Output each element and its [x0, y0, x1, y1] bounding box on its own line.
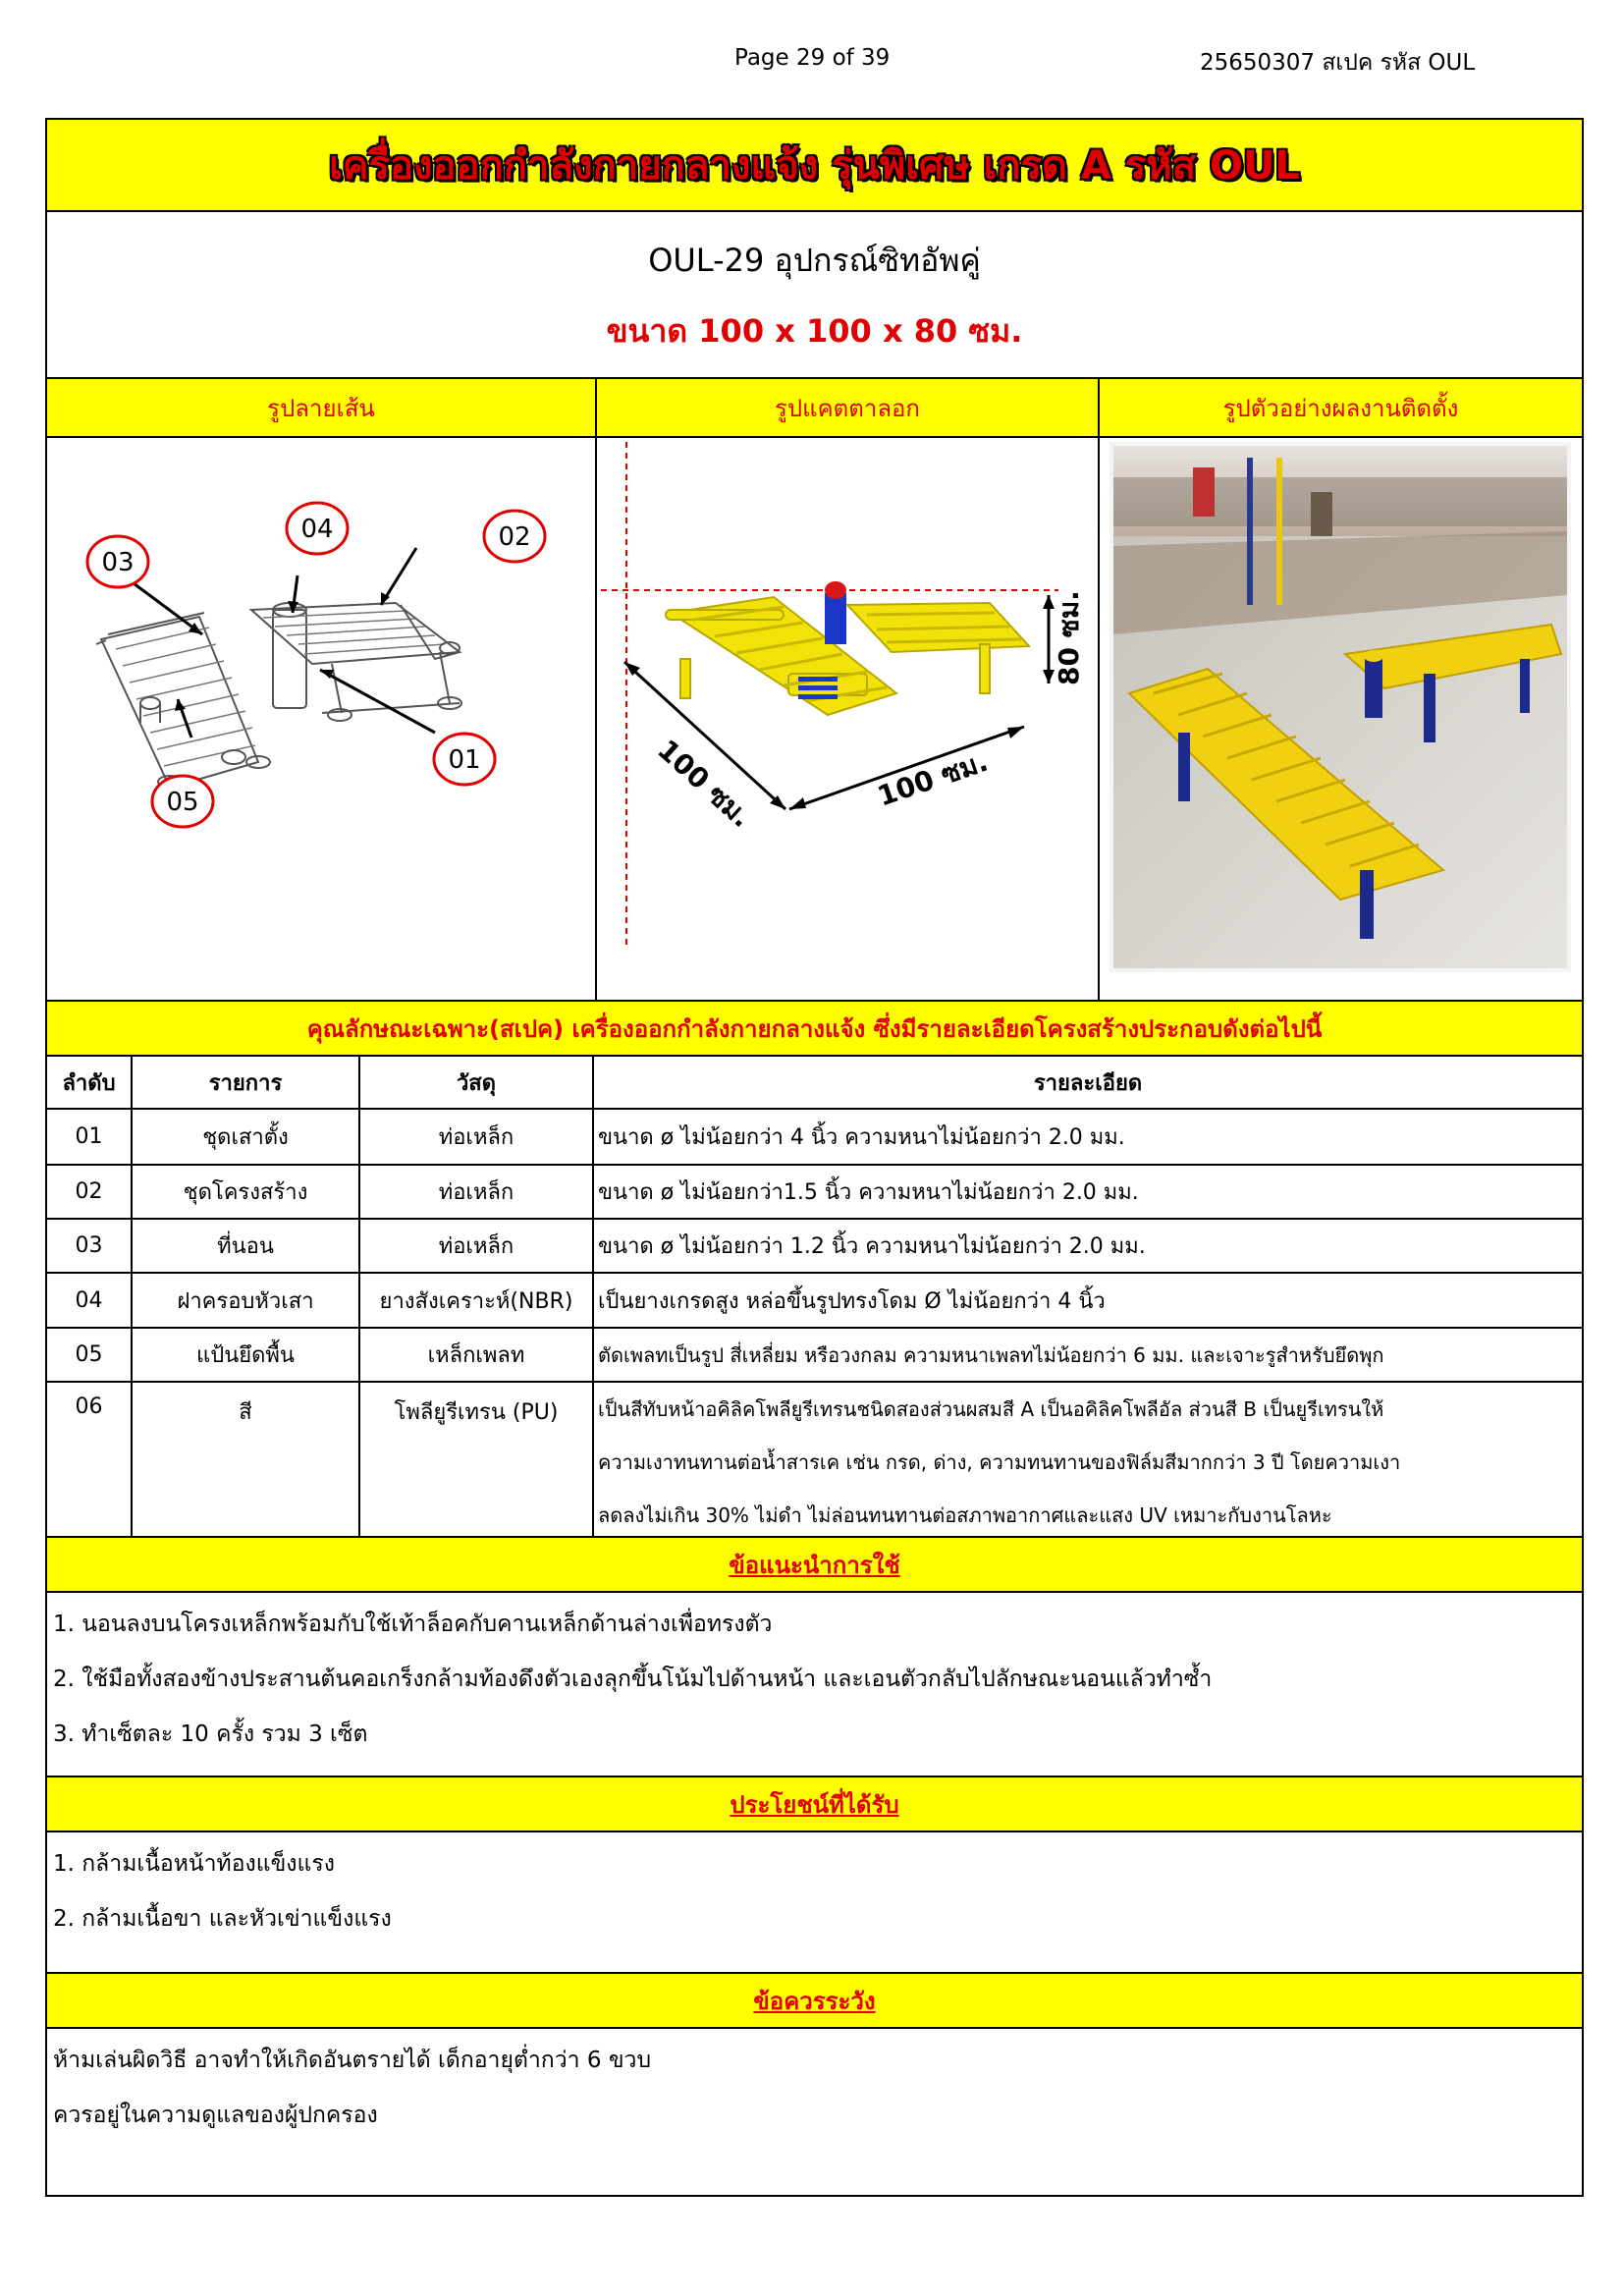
image-row [47, 436, 1582, 1000]
col-material: วัสดุ [359, 1056, 593, 1109]
detail-line: เป็นสีทับหน้าอคิลิคโพลียูรีเทรนชนิดสองส่วนผสมสี A เป็นอคิลิคโพลีอัล ส่วนสี B เป็นยูรีเทรนให้ [598, 1397, 1384, 1421]
label-01: 01 [448, 745, 481, 775]
line-drawing [47, 438, 593, 1000]
cell-material: ท่อเหล็ก [359, 1219, 593, 1273]
usage-step: 3. ทำเซ็ตละ 10 ครั้ง รวม 3 เซ็ต [53, 1722, 368, 1747]
usage-step: 2. ใช้มือทั้งสองข้างประสานต้นคอเกร็งกล้ามท้องดึงตัวเองลุกขึ้นโน้มไปด้านหน้า และเอนตัวกลับไปลักษณะนอนแล้วทำซ้ำ [53, 1667, 1213, 1692]
benefits-title-text: ประโยชน์ที่ได้รับ [730, 1790, 899, 1819]
cell-material: เหล็กเพลท [359, 1328, 593, 1382]
cell-detail: เป็นยางเกรดสูง หล่อขึ้นรูปทรงโดม Ø ไม่น้อยกว่า 4 นิ้ว [593, 1273, 1582, 1328]
dimension-depth: 100 ซม. [873, 744, 993, 813]
page-number: Page 29 of 39 [734, 45, 891, 71]
col-item: รายการ [132, 1056, 359, 1109]
cell-detail: ขนาด ø ไม่น้อยกว่า1.5 นิ้ว ความหนาไม่น้อยกว่า 2.0 มม. [593, 1165, 1582, 1219]
cell-material: ท่อเหล็ก [359, 1109, 593, 1165]
cell-no: 06 [47, 1382, 132, 1543]
col-no: ลำดับ [47, 1056, 132, 1109]
catalog-image [597, 438, 1098, 1000]
installation-photo [1100, 438, 1582, 1000]
table-row [47, 1273, 1582, 1328]
cell-detail: ตัดเพลทเป็นรูป สี่เหลี่ยม หรือวงกลม ความหนาเพลทไม่น้อยกว่า 6 มม. และเจาะรูสำหรับยึดพุก [593, 1328, 1582, 1382]
banner-title: เครื่องออกกำลังกายกลางแจ้ง รุ่นพิเศษ เกรด A รหัส OUL [329, 143, 1300, 189]
header-line-drawing: รูปลายเส้น [267, 394, 375, 422]
catalog-panel [595, 438, 1098, 1000]
cell-no: 04 [47, 1273, 132, 1328]
product-title: OUL-29 อุปกรณ์ซิทอัพคู่ [648, 242, 981, 279]
cell-item: ชุดเสาตั้ง [132, 1109, 359, 1165]
dimension-width: 100 ซม. [651, 733, 758, 835]
detail-line: ลดลงไม่เกิน 30% ไม่ดำ ไม่ล่อนทนทานต่อสภาพอากาศและแสง UV เหมาะกับงานโลหะ [598, 1503, 1332, 1527]
label-03: 03 [101, 548, 135, 577]
header-installation-photo: รูปตัวอย่างผลงานติดตั้ง [1098, 379, 1582, 436]
usage-body [47, 1591, 1582, 1776]
caution-item: ควรอยู่ในความดูแลของผู้ปกครอง [53, 2103, 378, 2128]
cell-item: ที่นอน [132, 1219, 359, 1273]
col-detail: รายละเอียด [593, 1056, 1582, 1109]
table-row [47, 1382, 1582, 1543]
cell-no: 02 [47, 1165, 132, 1219]
cell-item: สี [132, 1382, 359, 1543]
caution-section-title [47, 1972, 1582, 2027]
cell-material: โพลียูรีเทรน (PU) [359, 1382, 593, 1543]
cell-detail: ขนาด ø ไม่น้อยกว่า 1.2 นิ้ว ความหนาไม่น้อยกว่า 2.0 มม. [593, 1219, 1582, 1273]
table-row [47, 1165, 1582, 1219]
product-size: ขนาด 100 x 100 x 80 ซม. [606, 312, 1023, 350]
usage-title-text: ข้อแนะนำการใช้ [729, 1551, 900, 1579]
header-catalog: รูปแคตตาลอก [595, 379, 1098, 436]
detail-line: ความเงาทนทานต่อน้ำสารเค เช่น กรด, ด่าง, ความทนทานของฟิล์มสีมากกว่า 3 ปี โดยความเงา [598, 1450, 1401, 1474]
caution-item: ห้ามเล่นผิดวิธี อาจทำให้เกิดอันตรายได้ เด็กอายุต่ำกว่า 6 ขวบ [53, 2048, 652, 2073]
document-code: 25650307 สเปค รหัส OUL [1200, 50, 1476, 76]
spec-header-row [47, 1056, 1582, 1109]
installation-photo-panel [1098, 438, 1582, 1000]
table-row [47, 1109, 1582, 1165]
benefit-item: 1. กล้ามเนื้อหน้าท้องแข็งแรง [53, 1851, 335, 1877]
caution-title-text: ข้อควรระวัง [753, 1987, 876, 2015]
spec-section-title [47, 1000, 1582, 1055]
spec-sheet [45, 118, 1584, 2197]
cell-item: แป้นยึดพื้น [132, 1328, 359, 1382]
image-headers [47, 377, 1582, 436]
product-title-box [47, 210, 1582, 377]
cell-no: 03 [47, 1219, 132, 1273]
cell-material: ยางสังเคราะห์(NBR) [359, 1273, 593, 1328]
cell-no: 05 [47, 1328, 132, 1382]
label-02: 02 [498, 522, 531, 552]
spec-table [47, 1055, 1582, 1544]
benefit-item: 2. กล้ามเนื้อขา และหัวเข่าแข็งแรง [53, 1906, 392, 1932]
dimension-height: 80 ซม. [1053, 590, 1085, 685]
label-04: 04 [300, 515, 334, 544]
cell-no: 01 [47, 1109, 132, 1165]
table-row [47, 1328, 1582, 1382]
usage-step: 1. นอนลงบนโครงเหล็กพร้อมกับใช้เท้าล็อคกับคานเหล็กด้านล่างเพื่อทรงตัว [53, 1612, 773, 1637]
cell-item: ชุดโครงสร้าง [132, 1165, 359, 1219]
table-row [47, 1219, 1582, 1273]
cell-detail: ขนาด ø ไม่น้อยกว่า 4 นิ้ว ความหนาไม่น้อยกว่า 2.0 มม. [593, 1109, 1582, 1165]
usage-section-title [47, 1536, 1582, 1591]
category-banner [47, 120, 1582, 210]
line-drawing-panel [47, 438, 595, 1000]
caution-body [47, 2027, 1582, 2197]
cell-material: ท่อเหล็ก [359, 1165, 593, 1219]
benefits-section-title [47, 1776, 1582, 1831]
spec-title-text: คุณลักษณะเฉพาะ(สเปค) เครื่องออกกำลังกายกลางแจ้ง ซึ่งมีรายละเอียดโครงสร้างประกอบดังต่อไปนี้ [306, 1014, 1323, 1043]
cell-item: ฝาครอบหัวเสา [132, 1273, 359, 1328]
cell-detail [593, 1382, 1582, 1543]
benefits-body [47, 1831, 1582, 1972]
label-05: 05 [166, 788, 199, 817]
